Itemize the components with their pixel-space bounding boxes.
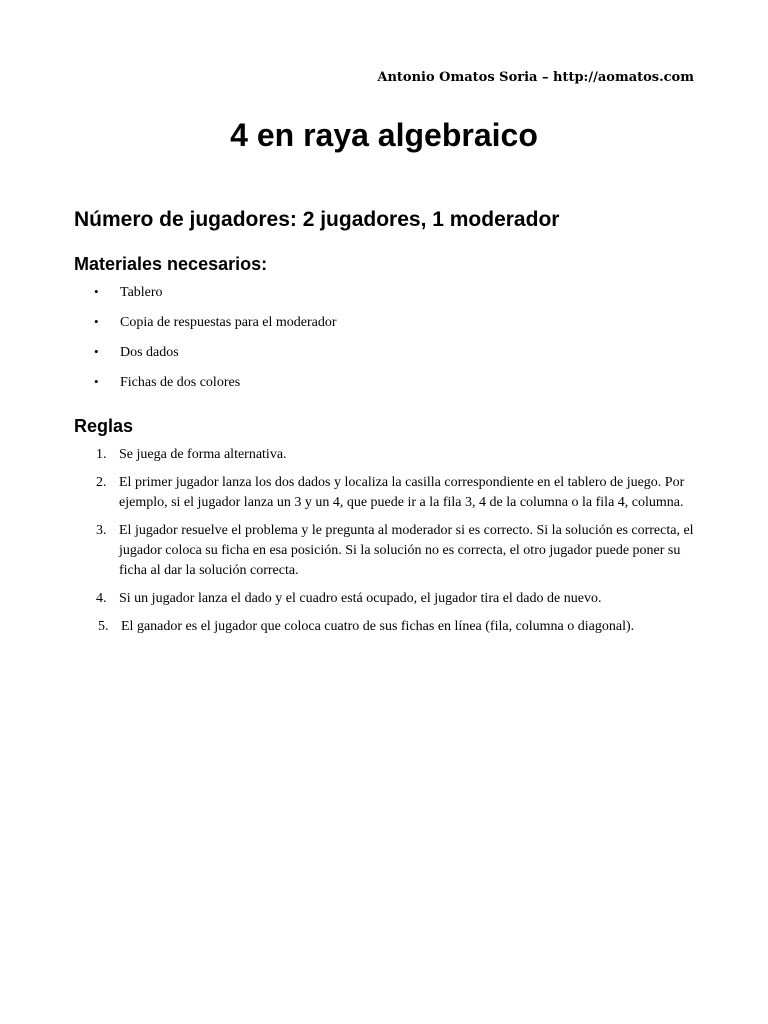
rule-number: 4. (96, 591, 107, 606)
material-text: Fichas de dos colores (120, 375, 241, 390)
material-text: Copia de respuestas para el moderador (120, 315, 337, 330)
rule-number: 1. (96, 447, 107, 462)
author-header: Antonio Omatos Soria – http://aomatos.com (377, 70, 694, 85)
document-title: 4 en raya algebraico (230, 117, 538, 153)
rule-text: El primer jugador lanza los dos dados y localiza la casilla correspondiente en el tablero de juego. Por ejemplo, si el jugador lanza un 3 y un 4, que puede ir a la fila 3, 4 de la columna o la fila 4, columna. (119, 475, 685, 510)
bullet-icon: • (94, 284, 99, 299)
list-item (96, 473, 696, 513)
list-item (96, 589, 696, 609)
list-item (96, 521, 696, 581)
list-item (98, 617, 696, 637)
materials-list (94, 282, 337, 402)
list-item (96, 445, 696, 465)
materials-heading: Materiales necesarios: (74, 254, 268, 274)
rules-heading: Reglas (74, 416, 134, 436)
list-item (94, 312, 337, 342)
rule-text: El jugador resuelve el problema y le pregunta al moderador si es correcto. Si la solución es correcta, el jugador coloca su ficha en esa posición. Si la solución no es correcta, el otro jugador puede poner su ficha al dar la solución correcta. (119, 523, 694, 578)
rule-number: 3. (96, 523, 107, 538)
list-item (94, 342, 337, 372)
rule-text: Se juega de forma alternativa. (119, 447, 287, 462)
material-text: Dos dados (120, 345, 179, 360)
list-item (94, 282, 337, 312)
list-item (94, 372, 337, 402)
rules-list (96, 445, 696, 645)
material-text: Tablero (120, 285, 163, 300)
bullet-icon: • (94, 314, 99, 329)
bullet-icon: • (94, 374, 99, 389)
rule-text: El ganador es el jugador que coloca cuatro de sus fichas en línea (fila, columna o diagonal). (121, 619, 635, 634)
rule-text: Si un jugador lanza el dado y el cuadro está ocupado, el jugador tira el dado de nuevo. (119, 591, 602, 606)
rule-number: 5. (98, 619, 109, 634)
players-heading: Número de jugadores: 2 jugadores, 1 moderador (74, 208, 560, 231)
rule-number: 2. (96, 475, 107, 490)
bullet-icon: • (94, 344, 99, 359)
